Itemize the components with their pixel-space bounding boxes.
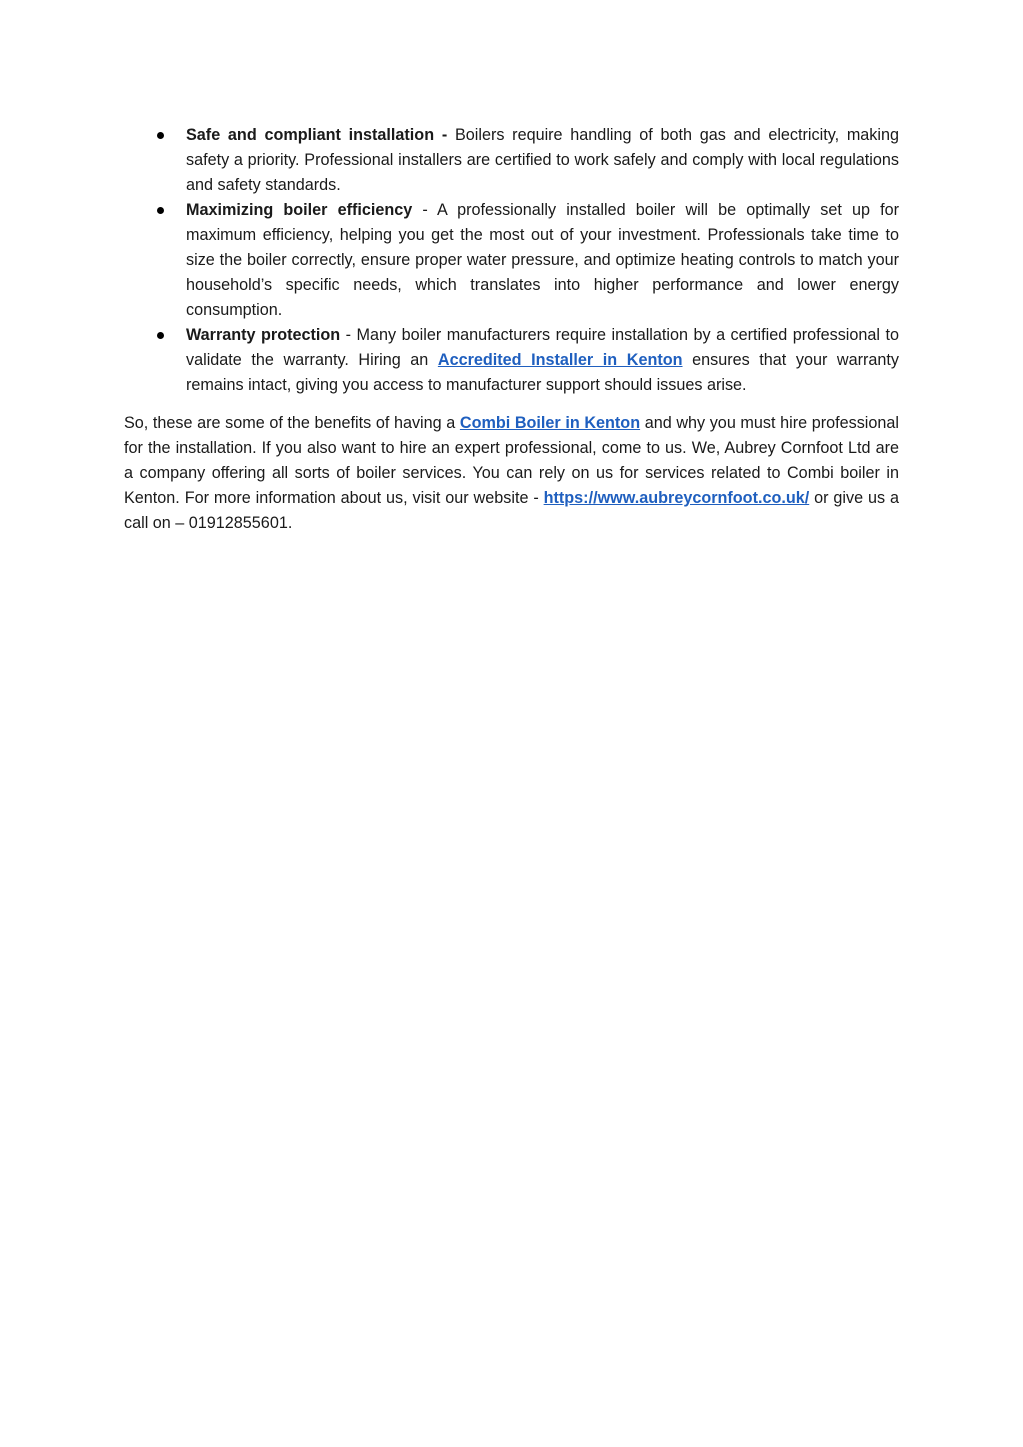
list-item-safe-installation bbox=[124, 123, 899, 198]
combi-boiler-link[interactable]: Combi Boiler in Kenton bbox=[459, 414, 641, 432]
paragraph-text: or give us a call on – 01912855601. bbox=[124, 489, 899, 532]
document-page bbox=[124, 123, 899, 536]
paragraph-text: So, these are some of the benefits of having a bbox=[124, 414, 460, 432]
list-item-text: ensures that your warranty remains intact, giving you access to manufacturer support should issues arise. bbox=[186, 351, 900, 394]
benefits-list bbox=[124, 123, 899, 398]
list-item-text: - A professionally installed boiler will be optimally set up for maximum efficiency, helping you get the most out of your investment. Professionals take time to size the boiler correctly, ensure proper water pressure, and optimize heating controls to match your household’s specific needs, which translates into higher performance and lower energy consumption. bbox=[186, 201, 899, 319]
list-item-text: - Many boiler manufacturers require installation by a certified professional to validate the warranty. Hiring an bbox=[186, 326, 899, 369]
list-item-boiler-efficiency bbox=[124, 198, 899, 323]
list-item-term: Warranty protection bbox=[186, 326, 341, 344]
closing-paragraph bbox=[124, 411, 899, 536]
list-item-warranty-protection bbox=[124, 323, 899, 398]
list-item-term: Maximizing boiler efficiency bbox=[186, 201, 413, 219]
bullet-icon bbox=[157, 207, 164, 214]
bullet-icon bbox=[157, 132, 164, 139]
accredited-installer-link[interactable]: Accredited Installer in Kenton bbox=[437, 351, 683, 369]
website-link[interactable]: https://www.aubreycornfoot.co.uk/ bbox=[543, 489, 810, 507]
bullet-icon bbox=[157, 332, 164, 339]
list-item-text: Boilers require handling of both gas and electricity, making safety a priority. Professional installers are certified to work safely and comply with local regulations and safety standards. bbox=[186, 126, 899, 194]
paragraph-text: and why you must hire professional for the installation. If you also want to hire an expert professional, come to us. We, Aubrey Cornfoot Ltd are a company offering all sorts of boiler services. You can rely on us for services related to Combi boiler in Kenton. For more information about us, visit our website - bbox=[124, 414, 900, 507]
list-item-term: Safe and compliant installation - bbox=[186, 126, 448, 144]
